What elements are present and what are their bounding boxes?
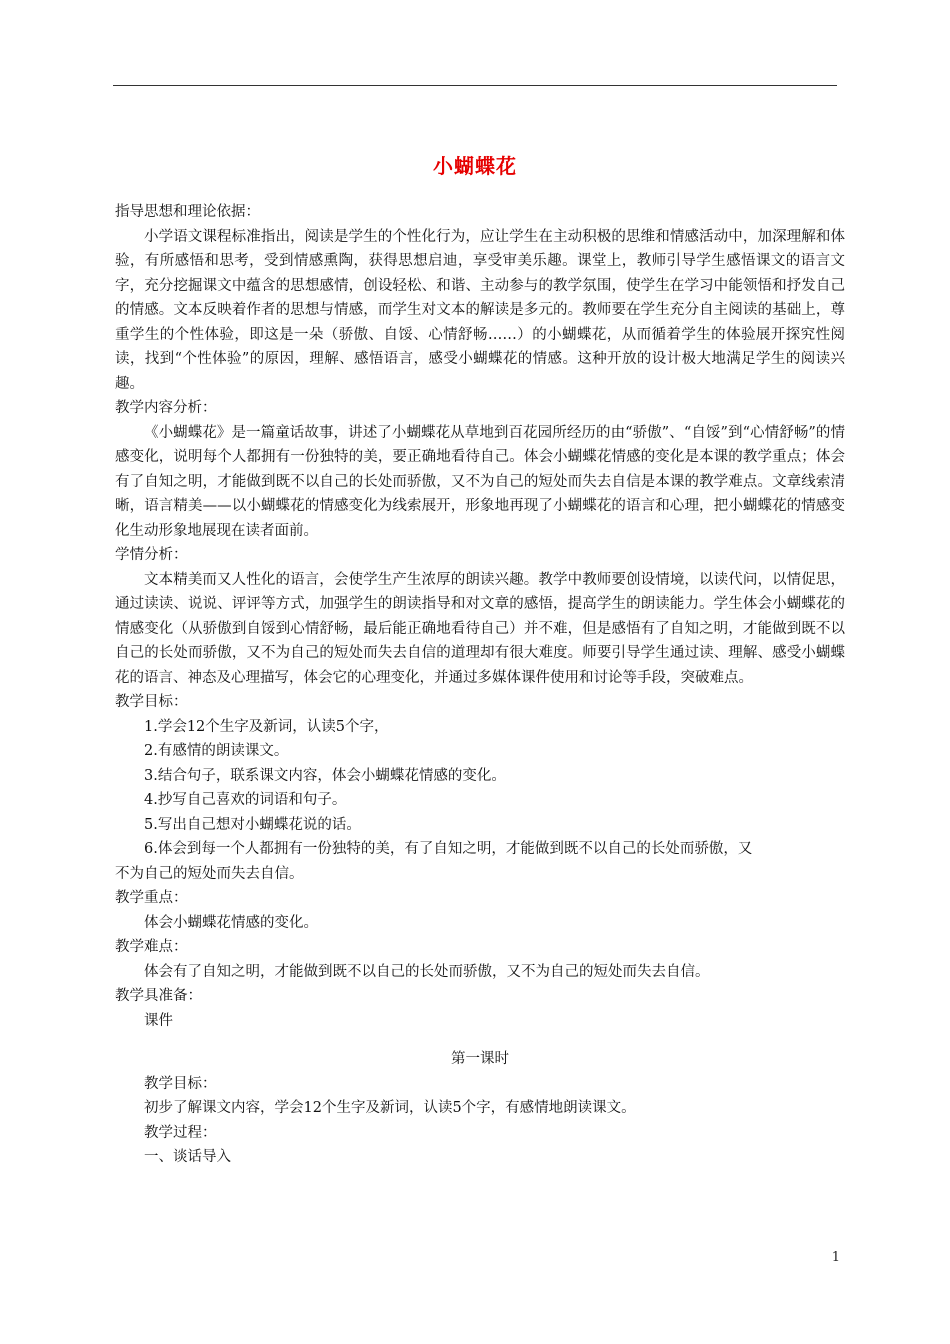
goals-heading: 教学目标： [115,694,188,710]
lesson-goal-text: 初步了解课文内容，学会12个生字及新词，认读5个字，有感情地朗读课文。 [144,1100,636,1116]
header-rule [113,85,837,86]
lesson-step-1: 一、谈话导入 [144,1149,231,1165]
goal-item-6-line2: 不为自己的短处而失去自信。 [115,865,304,882]
difficulty-heading: 教学难点： [115,939,188,955]
guiding-paragraph: 小学语文课程标准指出，阅读是学生的个性化行为，应让学生在主动积极的思维和情感活动中，加深理解和体验，有所感悟和思考，受到情感熏陶，获得思想启迪，享受审美乐趣。课堂上，教师引导学生感悟课文的语言文字，充分挖掘课文中蕴含的思想感情，创设轻松、和谐、主动参与的教学氛围，使学生在学习中能领悟和抒发自己的情感。文本反映着作者的思想与情感，而学生对文本的解读是多元的。教师要在学生充分自主阅读的基础上，尊重学生的个性体验，即这是一朵（骄傲、自馁、心情舒畅……）的小蝴蝶花，从而循着学生的体验展开探究性阅读，找到“个性体验”的原因，理解、感悟语言，感受小蝴蝶花的情感。这种开放的设计极大地满足学生的阅读兴趣。 [115,228,845,392]
key-point-text: 体会小蝴蝶花情感的变化。 [144,914,318,931]
document-body [115,200,845,1170]
goal-item: 1.学会12个生字及新词，认读5个字， [144,718,389,735]
student-analysis-paragraph: 文本精美而又人性化的语言，会使学生产生浓厚的朗读兴趣。教学中教师要创设情境，以读代问，以情促思，通过读读、说说、评评等方式，加强学生的朗读指导和对文章的感悟，提高学生的朗读能力。学生体会小蝴蝶花的情感变化（从骄傲到自馁到心情舒畅，最后能正确地看待自己）并不难，但是感悟有了自知之明，才能做到既不以自己的长处而骄傲，又不为自己的短处而失去自信的道理却有很大难度。师要引导学生通过读、理解、感受小蝴蝶花的语言、神态及心理描写，体会它的心理变化，并通过多媒体课件使用和讨论等手段，突破难点。 [115,571,845,686]
content-analysis-paragraph: 《小蝴蝶花》是一篇童话故事，讲述了小蝴蝶花从草地到百花园所经历的由“骄傲”、“自馁”到“心情舒畅”的情感变化，说明每个人都拥有一份独特的美，要正确地看待自己。体会小蝴蝶花情感的变化是本课的教学重点；体会有了自知之明，才能做到既不以自己的长处而骄傲，又不为自己的短处而失去自信是本课的教学难点。文章线索清晰，语言精美——以小蝴蝶花的情感变化为线索展开，形象地再现了小蝴蝶花的语言和心理，把小蝴蝶花的情感变化生动形象地展现在读者面前。 [115,424,845,539]
page-number: 1 [831,1250,840,1265]
document-title: 小蝴蝶花 [433,154,517,178]
goal-item: 4.抄写自己喜欢的词语和句子。 [144,792,347,808]
goal-item: 5.写出自己想对小蝴蝶花说的话。 [144,816,361,833]
lesson-process-heading: 教学过程： [144,1124,217,1141]
content-analysis-heading: 教学内容分析： [115,400,217,416]
lesson-goal-heading: 教学目标： [144,1075,217,1092]
preparation-text: 课件 [144,1012,173,1029]
preparation-heading: 教学具准备： [115,988,202,1004]
goal-item: 3.结合句子，联系课文内容，体会小蝴蝶花情感的变化。 [144,767,506,784]
guiding-heading: 指导思想和理论依据： [115,204,260,220]
key-point-heading: 教学重点： [115,890,188,906]
difficulty-text: 体会有了自知之明，才能做到既不以自己的长处而骄傲，又不为自己的短处而失去自信。 [144,963,710,980]
goal-item: 2.有感情的朗读课文。 [144,743,289,759]
goal-item-6-line1: 6.体会到每一个人都拥有一份独特的美，有了自知之明，才能做到既不以自己的长处而骄傲，又 [144,841,753,857]
student-analysis-heading: 学情分析： [115,547,188,563]
lesson-title: 第一课时 [451,1051,509,1067]
